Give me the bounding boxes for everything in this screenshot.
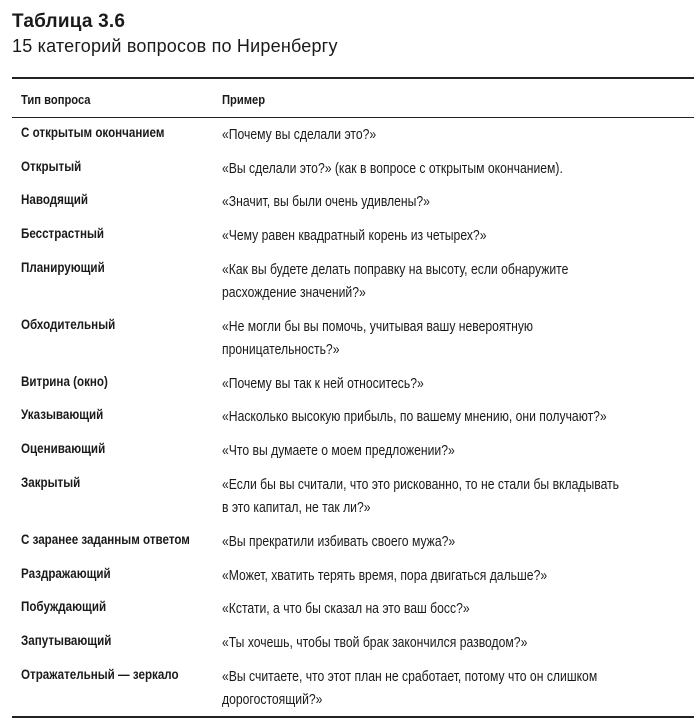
table-row <box>12 469 694 526</box>
table-header-rule <box>12 117 694 118</box>
example-line: «Насколько высокую прибыль, по вашему мнению, они получают?» <box>222 409 607 426</box>
example-cell <box>222 225 676 248</box>
example-line: «Если бы вы считали, что это рискованно, то не стали бы вкладывать <box>222 476 620 493</box>
table-row <box>12 560 694 594</box>
example-line: «Ты хочешь, чтобы твой брак закончился разводом?» <box>222 634 528 651</box>
table-row <box>12 661 694 718</box>
question-type-cell: Планирующий <box>21 259 105 275</box>
example-line: дорогостоящий?» <box>222 691 323 708</box>
table-row <box>12 526 694 560</box>
example-line: «Может, хватить терять время, пора двигаться дальше?» <box>222 567 548 584</box>
table-row <box>12 254 694 311</box>
example-line: в это капитал, не так ли?» <box>222 499 371 516</box>
example-cell <box>222 632 676 655</box>
example-line: «Чему равен квадратный корень из четырех?» <box>222 228 487 245</box>
table-row <box>12 435 694 469</box>
example-line: «Почему вы сделали это?» <box>222 127 377 143</box>
question-type-cell: Открытый <box>21 158 82 174</box>
table-bottom-rule <box>12 716 694 718</box>
table-title: Таблица 3.6 <box>12 11 126 32</box>
example-line: расхождение значений?» <box>222 284 366 301</box>
table-subtitle: 15 категорий вопросов по Ниренбергу <box>12 36 338 56</box>
example-line: «Значит, вы были очень удивлены?» <box>222 194 430 211</box>
example-cell <box>222 406 676 429</box>
example-cell <box>222 124 676 147</box>
question-type-cell: Побуждающий <box>21 599 107 615</box>
example-cell <box>222 158 676 181</box>
question-type-cell: Отражательный — зеркало <box>21 666 179 682</box>
example-cell <box>222 316 676 362</box>
example-line: «Вы сделали это?» (как в вопросе с открытым окончанием). <box>222 160 563 177</box>
table-row <box>12 401 694 435</box>
question-type-cell: С открытым окончанием <box>21 125 165 140</box>
table-row <box>12 627 694 661</box>
question-type-cell: Обходительный <box>21 316 116 332</box>
example-cell <box>222 259 676 305</box>
question-type-cell: Запутывающий <box>21 632 112 648</box>
example-cell <box>222 373 676 396</box>
example-cell <box>222 474 676 520</box>
example-line: проницательность?» <box>222 341 340 358</box>
example-cell <box>222 531 676 554</box>
table-row <box>12 186 694 220</box>
question-type-cell: Наводящий <box>21 192 88 208</box>
example-line: «Не могли бы вы помочь, учитывая вашу невероятную <box>222 318 534 335</box>
table-row <box>12 311 694 368</box>
table-row <box>12 153 694 187</box>
example-line: «Почему вы так к ней относитесь?» <box>222 375 424 392</box>
question-type-cell: Указывающий <box>21 407 104 423</box>
question-type-cell: Бесстрастный <box>21 226 105 242</box>
question-type-cell: Раздражающий <box>21 565 111 581</box>
table-row <box>12 593 694 627</box>
table-caption <box>12 10 338 57</box>
example-line: «Что вы думаете о моем предложении?» <box>222 443 455 460</box>
table-row <box>12 220 694 254</box>
example-cell <box>222 191 676 214</box>
header-type: Тип вопроса <box>21 92 91 107</box>
example-line: «Вы считаете, что этот план не сработает, потому что он слишком <box>222 668 598 685</box>
question-type-cell: Витрина (окно) <box>21 373 108 389</box>
question-type-cell: С заранее заданным ответом <box>21 531 190 547</box>
example-line: «Вы прекратили избивать своего мужа?» <box>222 533 456 550</box>
header-example: Пример <box>222 92 266 107</box>
example-cell <box>222 565 676 588</box>
example-cell <box>222 440 676 463</box>
example-cell <box>222 598 676 621</box>
example-line: «Кстати, а что бы сказал на это ваш босс?» <box>222 601 470 618</box>
table-body <box>12 119 694 718</box>
question-type-cell: Закрытый <box>21 474 81 490</box>
example-cell <box>222 666 676 712</box>
table-row <box>12 119 694 153</box>
example-line: «Как вы будете делать поправку на высоту, если обнаружите <box>222 261 569 278</box>
table-row <box>12 368 694 402</box>
table-header <box>12 77 694 117</box>
question-type-cell: Оценивающий <box>21 441 106 457</box>
